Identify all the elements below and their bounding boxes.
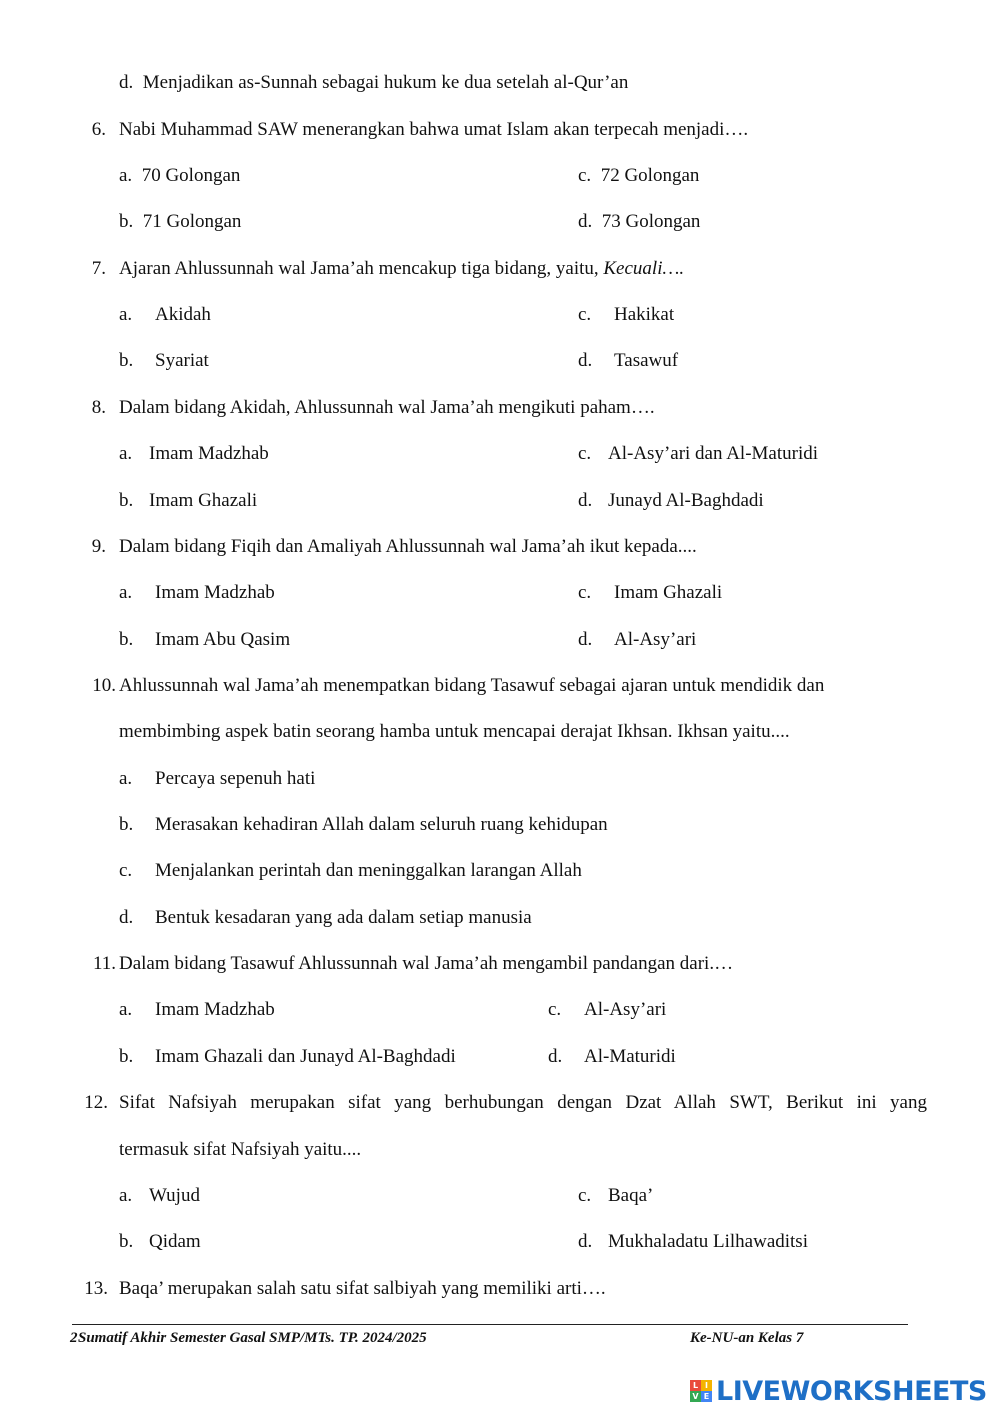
question-number: 13. xyxy=(84,1278,108,1299)
question-number: 7. xyxy=(91,258,106,279)
option-c[interactable]: c. Hakikat xyxy=(578,304,675,325)
option-a[interactable]: a. Imam Madzhab xyxy=(119,582,275,603)
option-c[interactable]: c. Menjalankan perintah dan meninggalkan larangan Allah xyxy=(119,860,582,881)
option-b[interactable]: b. Syariat xyxy=(119,350,209,371)
question-text: Baqa’ merupakan salah satu sifat salbiyah yang memiliki arti…. xyxy=(119,1278,606,1299)
question-number: 9. xyxy=(91,536,106,557)
question-emphasis: Kecuali…. xyxy=(603,258,685,279)
option-d[interactable]: d. Tasawuf xyxy=(578,350,679,371)
option-b[interactable]: b. 71 Golongan xyxy=(119,211,242,232)
option-c[interactable]: c. Al-Asy’ari xyxy=(548,999,667,1020)
question-text: Nabi Muhammad SAW menerangkan bahwa umat Islam akan terpecah menjadi…. xyxy=(119,119,749,140)
option-a[interactable]: a. 70 Golongan xyxy=(119,165,241,186)
question-text: Ajaran Ahlussunnah wal Jama’ah mencakup tiga bidang, yaitu, Kecuali…. xyxy=(119,258,685,279)
question-number: 11. xyxy=(92,953,116,974)
option-a[interactable]: a. Imam Madzhab xyxy=(119,443,269,464)
option-b[interactable]: b. Merasakan kehadiran Allah dalam seluruh ruang kehidupan xyxy=(119,814,608,835)
question-text-line1: Sifat Nafsiyah merupakan sifat yang berhubungan dengan Dzat Allah SWT, Berikut ini yang xyxy=(119,1092,927,1113)
footer-divider xyxy=(72,1324,908,1325)
option-c[interactable]: c. Al-Asy’ari dan Al-Maturidi xyxy=(578,443,819,464)
option-c[interactable]: c. Baqa’ xyxy=(578,1185,654,1206)
question-text: Dalam bidang Akidah, Ahlussunnah wal Jama’ah mengikuti paham…. xyxy=(119,397,655,418)
question-number: 8. xyxy=(91,397,106,418)
option-d[interactable]: d. 73 Golongan xyxy=(578,211,701,232)
liveworksheets-brand[interactable] xyxy=(690,1374,987,1408)
option-a[interactable]: a. Akidah xyxy=(119,304,211,325)
footer-subject: Ke-NU-an Kelas 7 xyxy=(690,1330,804,1346)
option-c[interactable]: c. 72 Golongan xyxy=(578,165,700,186)
option-d[interactable]: d. Al-Asy’ari xyxy=(578,629,697,650)
question-number: 10. xyxy=(92,675,116,696)
option-text: Menjadikan as-Sunnah sebagai hukum ke dua setelah al-Qur’an xyxy=(142,72,629,93)
option-b[interactable]: b. Qidam xyxy=(119,1231,201,1252)
question-text-line2: membimbing aspek batin seorang hamba untuk mencapai derajat Ikhsan. Ikhsan yaitu.... xyxy=(119,721,790,742)
question-text-line1: Ahlussunnah wal Jama’ah menempatkan bidang Tasawuf sebagai ajaran untuk mendidik dan xyxy=(119,675,825,696)
option-a[interactable]: a. Imam Madzhab xyxy=(119,999,275,1020)
page-number: 2 xyxy=(70,1330,78,1346)
option-b[interactable]: b. Imam Ghazali dan Junayd Al-Baghdadi xyxy=(119,1046,456,1067)
question-text: Dalam bidang Fiqih dan Amaliyah Ahlussunnah wal Jama’ah ikut kepada.... xyxy=(119,536,697,557)
option-b[interactable]: b. Imam Ghazali xyxy=(119,490,258,511)
question-number: 6. xyxy=(91,119,106,140)
option-c[interactable]: c. Imam Ghazali xyxy=(578,582,723,603)
footer-exam-title: Sumatif Akhir Semester Gasal SMP/MTs. TP. 2024/2025 xyxy=(78,1330,427,1346)
option-a[interactable]: a. Wujud xyxy=(119,1185,200,1206)
option-letter: d. xyxy=(119,72,134,93)
option-d[interactable]: d. Al-Maturidi xyxy=(548,1046,676,1067)
liveworksheets-logo-icon: L I V E xyxy=(690,1380,712,1402)
question-text: Dalam bidang Tasawuf Ahlussunnah wal Jama’ah mengambil pandangan dari.… xyxy=(119,953,734,974)
question-number: 12. xyxy=(84,1092,108,1113)
question-text-line2: termasuk sifat Nafsiyah yaitu.... xyxy=(119,1139,362,1160)
carryover-option xyxy=(119,71,628,95)
option-d[interactable]: d. Junayd Al-Baghdadi xyxy=(578,490,764,511)
brand-name: LIVEWORKSHEETS xyxy=(716,1375,987,1407)
option-d[interactable]: d. Bentuk kesadaran yang ada dalam setiap manusia xyxy=(119,907,532,928)
option-d[interactable]: d. Mukhaladatu Lilhawaditsi xyxy=(578,1231,808,1252)
option-b[interactable]: b. Imam Abu Qasim xyxy=(119,629,291,650)
option-a[interactable]: a. Percaya sepenuh hati xyxy=(119,768,316,789)
